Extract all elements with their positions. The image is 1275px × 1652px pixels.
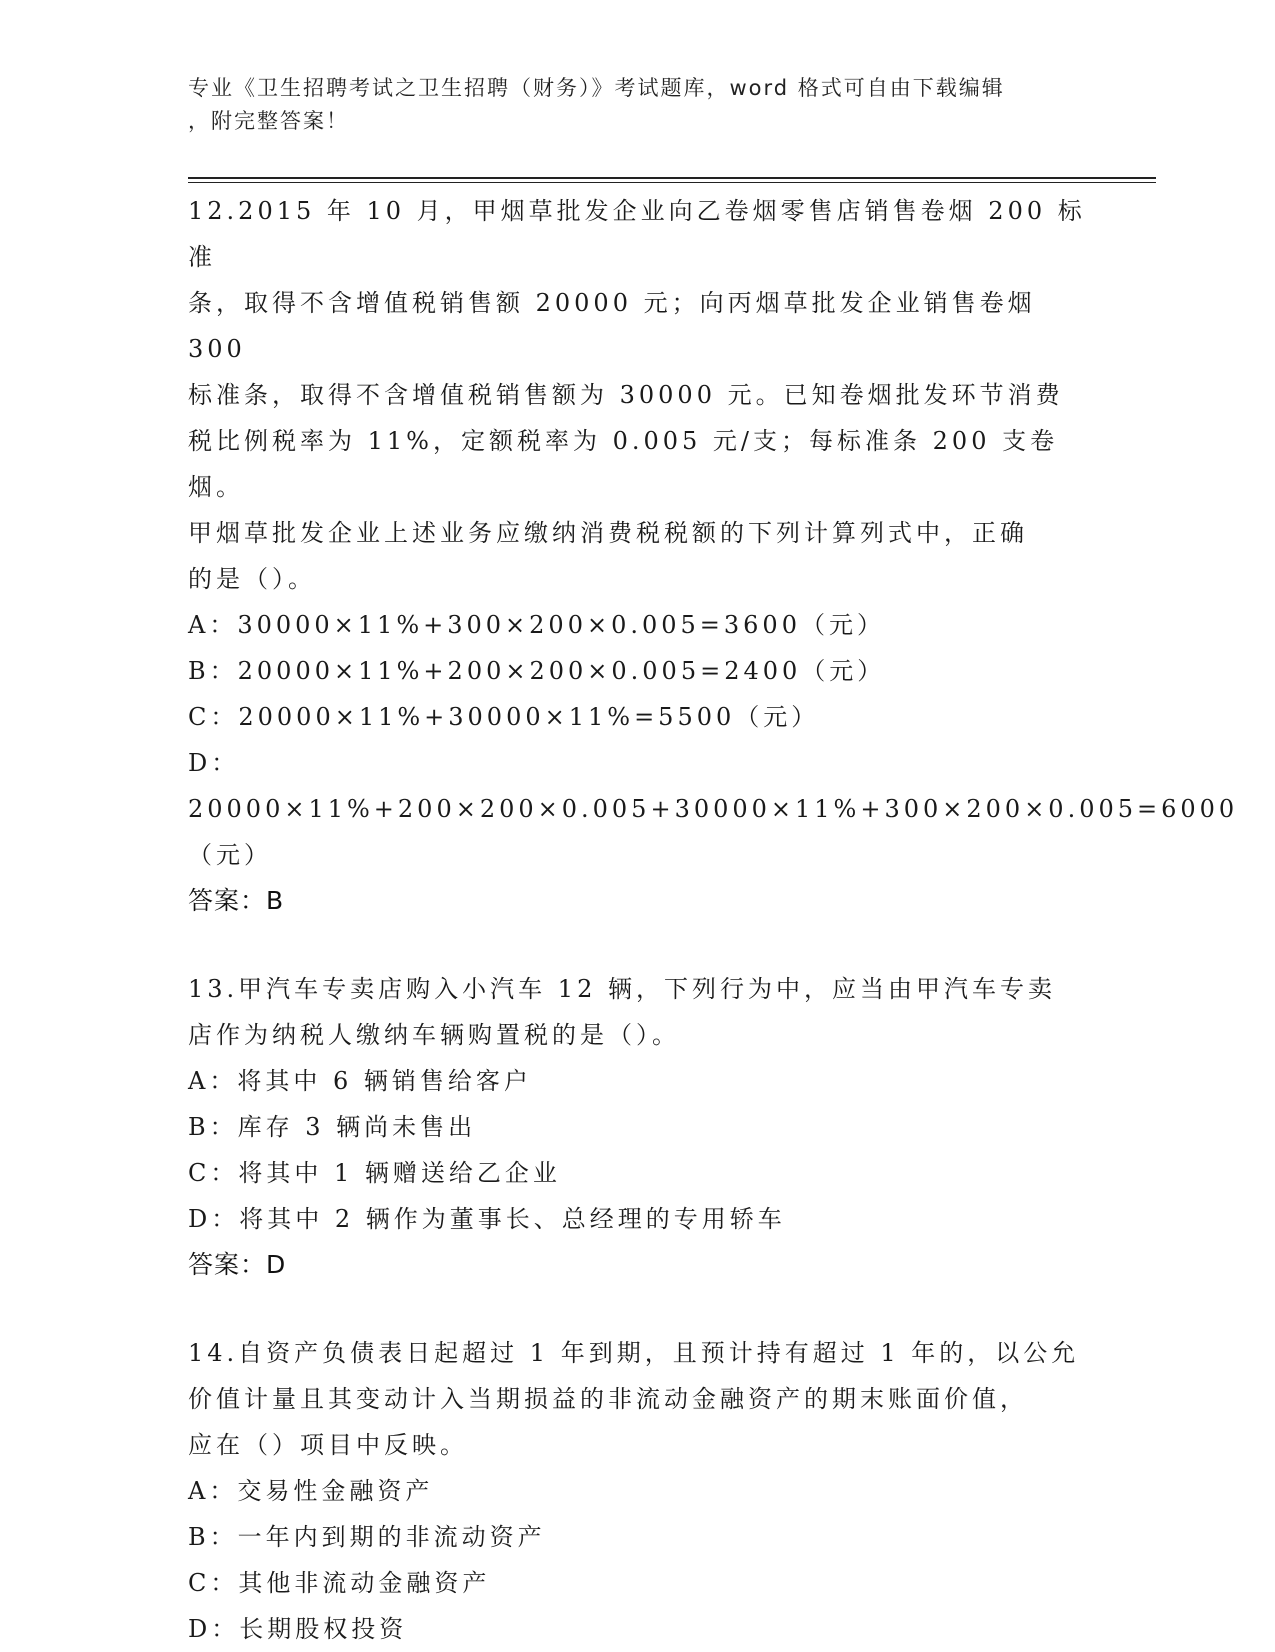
question-13-option-a: A：将其中 6 辆销售给客户	[188, 1067, 532, 1095]
document-header	[188, 72, 1068, 138]
question-12-stem-line: 税比例税率为 11%，定额税率为 0.005 元/支；每标准条 200 支卷烟。	[188, 427, 1059, 501]
question-12-stem-line: 标准条，取得不含增值税销售额为 30000 元。已知卷烟批发环节消费	[188, 381, 1064, 409]
header-line-2: ，附完整答案！	[188, 109, 349, 133]
question-14-option-d: D：长期股权投资	[188, 1615, 408, 1643]
question-12-stem-line: 12.2015 年 10 月，甲烟草批发企业向乙卷烟零售店销售卷烟 200 标准	[188, 197, 1086, 271]
question-14	[188, 1330, 1088, 1652]
question-13-option-d: D：将其中 2 辆作为董事长、总经理的专用轿车	[188, 1205, 786, 1233]
question-12-stem-line: 甲烟草批发企业上述业务应缴纳消费税税额的下列计算列式中，正确	[188, 519, 1028, 547]
question-list	[188, 188, 1239, 1652]
question-12-option-d: D：20000×11%+200×200×0.005+30000×11%+300×200×0.005=6000	[188, 749, 1239, 823]
question-spacer	[188, 924, 1088, 966]
question-14-stem-line: 应在（）项目中反映。	[188, 1431, 468, 1459]
question-14-option-b: B：一年内到期的非流动资产	[188, 1523, 546, 1551]
question-13	[188, 966, 1088, 1288]
question-12-stem-line: 条，取得不含增值税销售额 20000 元；向丙烟草批发企业销售卷烟 300	[188, 289, 1036, 363]
header-divider-thick	[188, 177, 1156, 179]
question-12-option-b: B：20000×11%+200×200×0.005=2400（元）	[188, 657, 886, 685]
question-14-stem-line: 14.自资产负债表日起超过 1 年到期，且预计持有超过 1 年的，以公允	[188, 1339, 1080, 1367]
question-spacer	[188, 1288, 1088, 1330]
header-line-1: 专业《卫生招聘考试之卫生招聘（财务）》考试题库，word 格式可自由下载编辑	[188, 76, 1005, 100]
question-13-option-c: C：将其中 1 辆赠送给乙企业	[188, 1159, 561, 1187]
question-12	[188, 188, 1239, 924]
question-13-answer: 答案：D	[188, 1250, 287, 1279]
question-12-stem-line: 的是（）。	[188, 565, 316, 593]
question-13-stem-line: 13.甲汽车专卖店购入小汽车 12 辆，下列行为中，应当由甲汽车专卖	[188, 975, 1056, 1003]
question-13-stem-line: 店作为纳税人缴纳车辆购置税的是（）。	[188, 1021, 680, 1049]
question-14-option-a: A：交易性金融资产	[188, 1477, 434, 1505]
question-12-option-c: C：20000×11%+30000×11%=5500（元）	[188, 703, 820, 731]
question-12-option-d-continued: （元）	[188, 841, 272, 869]
question-14-option-c: C：其他非流动金融资产	[188, 1569, 491, 1597]
question-13-option-b: B：库存 3 辆尚未售出	[188, 1113, 477, 1141]
header-divider-thin	[188, 182, 1156, 183]
question-12-answer: 答案：B	[188, 886, 285, 915]
question-12-option-a: A：30000×11%+300×200×0.005=3600（元）	[188, 611, 885, 639]
question-14-stem-line: 价值计量且其变动计入当期损益的非流动金融资产的期末账面价值，	[188, 1385, 1028, 1413]
